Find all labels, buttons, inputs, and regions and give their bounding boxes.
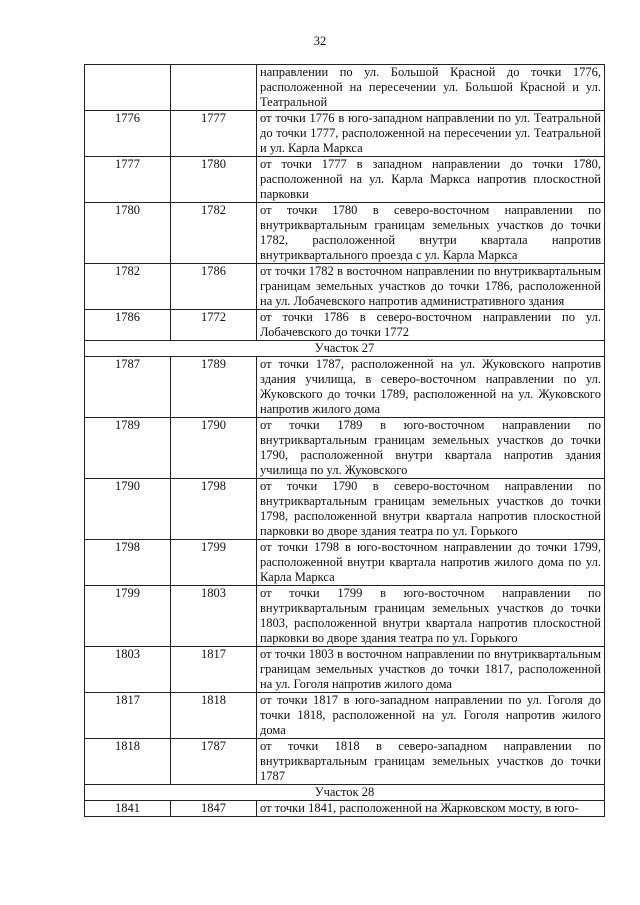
to-point-cell: 1782: [171, 203, 257, 264]
from-point-cell: 1799: [85, 586, 171, 647]
to-point-cell: 1772: [171, 310, 257, 341]
from-point-cell: 1782: [85, 264, 171, 310]
description-cell: от точки 1776 в юго-западном направлении по ул. Театральной до точки 1777, расположенной на пересечении ул. Театральной и ул. Карла Маркса: [257, 111, 605, 157]
description-cell: от точки 1780 в северо-восточном направлении по внутриквартальным границам земельных участков до точки 1782, расположенной внутри квартала напротив внутриквартального проезда с ул. Карла Маркса: [257, 203, 605, 264]
table-row: [85, 310, 605, 341]
to-point-cell: 1777: [171, 111, 257, 157]
description-cell: от точки 1786 в северо-восточном направлении по ул. Лобачевского до точки 1772: [257, 310, 605, 341]
section-header-row: [85, 785, 605, 801]
description-cell: от точки 1777 в западном направлении до точки 1780, расположенной на ул. Карла Маркса напротив плоскостной парковки: [257, 157, 605, 203]
section-header-row: [85, 341, 605, 357]
description-cell: от точки 1818 в северо-западном направлении по внутриквартальным границам земельных участков до точки 1787: [257, 739, 605, 785]
table-row: [85, 418, 605, 479]
section-label: Участок 27: [85, 341, 605, 357]
description-cell: от точки 1803 в восточном направлении по внутриквартальным границам земельных участков до точки 1817, расположенной на ул. Гоголя напротив жилого дома: [257, 647, 605, 693]
description-cell: направлении по ул. Большой Красной до точки 1776, расположенной на пересечении ул. Большой Красной и ул. Театральной: [257, 65, 605, 111]
to-point-cell: 1817: [171, 647, 257, 693]
to-point-cell: 1780: [171, 157, 257, 203]
to-point-cell: [171, 65, 257, 111]
table-row: [85, 111, 605, 157]
description-cell: от точки 1798 в юго-восточном направлении до точки 1799, расположенной внутри квартала напротив жилого дома по ул. Карла Маркса: [257, 540, 605, 586]
table-body: [85, 65, 605, 817]
from-point-cell: 1776: [85, 111, 171, 157]
table-row: [85, 157, 605, 203]
table-row: [85, 801, 605, 817]
from-point-cell: 1777: [85, 157, 171, 203]
to-point-cell: 1799: [171, 540, 257, 586]
table-row: [85, 65, 605, 111]
to-point-cell: 1847: [171, 801, 257, 817]
table-row: [85, 586, 605, 647]
description-cell: от точки 1841, расположенной на Жарковском мосту, в юго-: [257, 801, 605, 817]
table-row: [85, 693, 605, 739]
to-point-cell: 1818: [171, 693, 257, 739]
table-row: [85, 739, 605, 785]
to-point-cell: 1786: [171, 264, 257, 310]
from-point-cell: 1790: [85, 479, 171, 540]
table-row: [85, 540, 605, 586]
from-point-cell: 1818: [85, 739, 171, 785]
table-row: [85, 479, 605, 540]
to-point-cell: 1789: [171, 357, 257, 418]
from-point-cell: 1786: [85, 310, 171, 341]
from-point-cell: [85, 65, 171, 111]
from-point-cell: 1789: [85, 418, 171, 479]
description-cell: от точки 1789 в юго-восточном направлении по внутриквартальным границам земельных участков до точки 1790, расположенной внутри квартала напротив здания училища по ул. Жуковского: [257, 418, 605, 479]
table-row: [85, 264, 605, 310]
to-point-cell: 1787: [171, 739, 257, 785]
description-cell: от точки 1799 в юго-восточном направлении по внутриквартальным границам земельных участков до точки 1803, расположенной внутри квартала напротив плоскостной парковки во дворе здания театра по ул. Горького: [257, 586, 605, 647]
from-point-cell: 1798: [85, 540, 171, 586]
page-number: 32: [313, 34, 327, 48]
to-point-cell: 1798: [171, 479, 257, 540]
from-point-cell: 1787: [85, 357, 171, 418]
boundary-points-table: [84, 64, 605, 817]
from-point-cell: 1803: [85, 647, 171, 693]
from-point-cell: 1780: [85, 203, 171, 264]
section-label: Участок 28: [85, 785, 605, 801]
to-point-cell: 1790: [171, 418, 257, 479]
description-cell: от точки 1790 в северо-восточном направлении по внутриквартальным границам земельных участков до точки 1798, расположенной внутри квартала напротив плоскостной парковки во дворе здания театра по ул. Горького: [257, 479, 605, 540]
from-point-cell: 1817: [85, 693, 171, 739]
table-row: [85, 647, 605, 693]
table-row: [85, 203, 605, 264]
description-cell: от точки 1782 в восточном направлении по внутриквартальным границам земельных участков до точки 1786, расположенной на ул. Лобачевского напротив административного здания: [257, 264, 605, 310]
from-point-cell: 1841: [85, 801, 171, 817]
description-cell: от точки 1817 в юго-западном направлении по ул. Гоголя до точки 1818, расположенной на ул. Гоголя напротив жилого дома: [257, 693, 605, 739]
table-row: [85, 357, 605, 418]
to-point-cell: 1803: [171, 586, 257, 647]
description-cell: от точки 1787, расположенной на ул. Жуковского напротив здания училища, в северо-восточном направлении по ул. Жуковского до точки 1789, расположенной на ул. Жуковского напротив жилого дома: [257, 357, 605, 418]
